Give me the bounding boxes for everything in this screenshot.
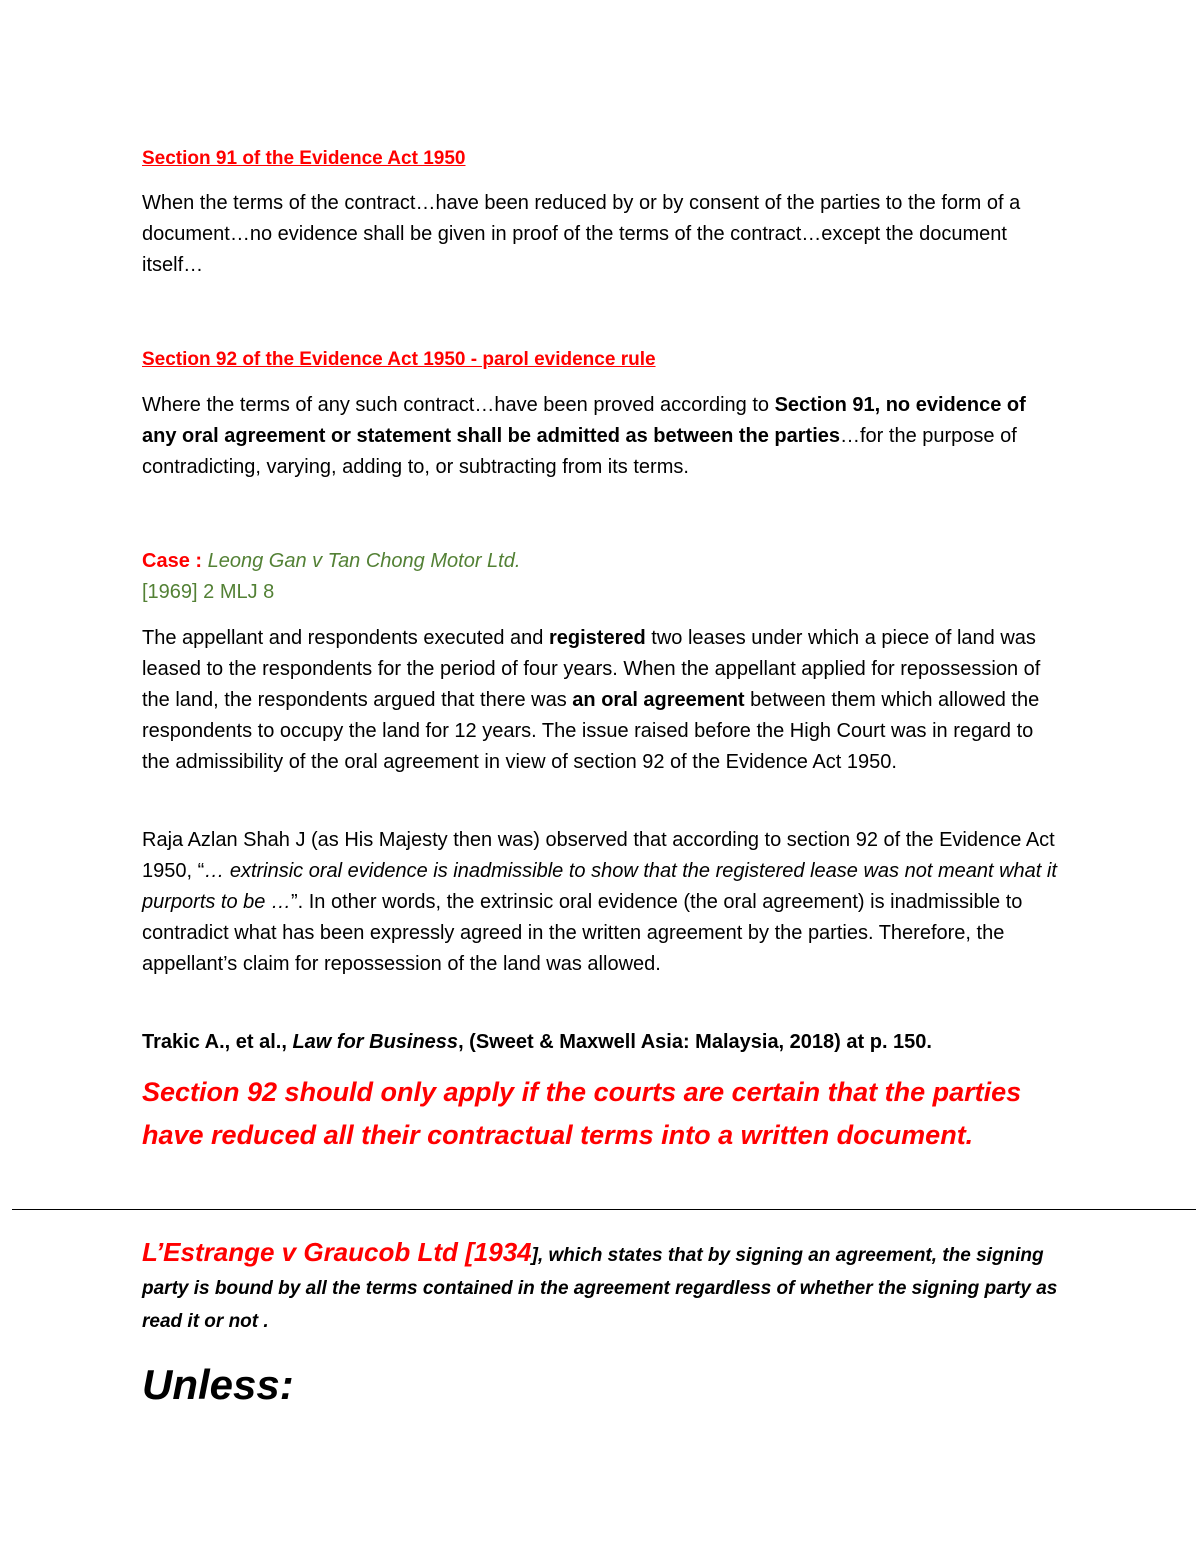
unless-block (142, 1360, 1062, 1410)
lestrange-block (142, 1236, 1062, 1338)
case-facts-block (142, 623, 1062, 778)
case-holding-part-1: Raja Azlan Shah J (as His Majesty then was) observed that according to section 92 of the Evidence Act 1950, “ (142, 829, 1055, 882)
section-91-body: When the terms of the contract…have been reduced by or by consent of the parties to the form of a document…no evidence shall be given in proof of the terms of the contract…except the document itself… (142, 192, 1021, 276)
case-header-block (142, 546, 1062, 608)
case-citation: [1969] 2 MLJ 8 (142, 581, 275, 603)
section-91-body-block (142, 188, 1062, 281)
case-holding (142, 825, 1062, 980)
section-92-body-pre: Where the terms of any such contract…have been proved according to (142, 394, 775, 416)
section-91-block (142, 143, 1062, 174)
section-92-heading: Section 92 of the Evidence Act 1950 - parol evidence rule (142, 349, 656, 370)
reference-citation (142, 1027, 1062, 1058)
case-header (142, 546, 1062, 577)
case-facts-bold-2: an oral agreement (572, 689, 745, 711)
section-92-block (142, 344, 1062, 375)
section-91-heading: Section 91 of the Evidence Act 1950 (142, 148, 466, 169)
reference-block (142, 1027, 1062, 1058)
reference-rest: , (Sweet & Maxwell Asia: Malaysia, 2018) at p. 150. (458, 1031, 932, 1053)
lestrange-paragraph (142, 1236, 1062, 1338)
case-name: Leong Gan v Tan Chong Motor Ltd. (207, 550, 521, 572)
case-facts-bold-1: registered (548, 627, 646, 649)
section-92-body-post: …for the purpose of contradicting, varying, adding to, or subtracting from its terms. (142, 425, 1017, 478)
emphasis-block (142, 1071, 1062, 1157)
lestrange-body: , which states that by signing an agreement, the signing party is bound by all the terms contained in the agreement regardless of whether the signing party as read it or not . (142, 1245, 1058, 1332)
horizontal-divider (12, 1209, 1196, 1210)
case-holding-quote: … extrinsic oral evidence is inadmissible to show that the registered lease was not meant what it purports to be … (142, 860, 1057, 913)
section-92-body-bold: Section 91, no evidence of any oral agreement or statement shall be admitted as between the parties (142, 394, 1026, 447)
case-facts-part-2: two leases under which a piece of land was leased to the respondents for the period of four years. When the appellant applied for repossession of the land, the respondents argued that there was (142, 627, 1041, 711)
reference-author: Trakic A., et al., (142, 1031, 293, 1053)
case-facts-part-3: between them which allowed the respondents to occupy the land for 12 years. The issue raised before the High Court was in regard to the admissibility of the oral agreement in view of section 92 of the Evidence Act 1950. (142, 689, 1040, 773)
reference-title: Law for Business (292, 1031, 459, 1053)
section-92-body (142, 390, 1062, 483)
case-holding-block (142, 825, 1062, 980)
section-92-body-block (142, 390, 1062, 483)
case-facts (142, 623, 1062, 778)
case-holding-part-2: ”. In other words, the extrinsic oral evidence (the oral agreement) is inadmissible to contradict what has been expressly agreed in the written agreement by the parties. Therefore, the appellant’s claim for repossession of the land was allowed. (142, 891, 1023, 975)
case-facts-part-1: The appellant and respondents executed and (142, 627, 549, 649)
lestrange-title: L’Estrange v Graucob Ltd [1934 (142, 1237, 532, 1267)
case-label: Case : (142, 550, 208, 572)
lestrange-bracket: ] (531, 1245, 538, 1266)
unless-heading: Unless: (142, 1361, 294, 1408)
emphasis-statement: Section 92 should only apply if the courts are certain that the parties have reduced all their contractual terms into a written document. (142, 1077, 1022, 1150)
